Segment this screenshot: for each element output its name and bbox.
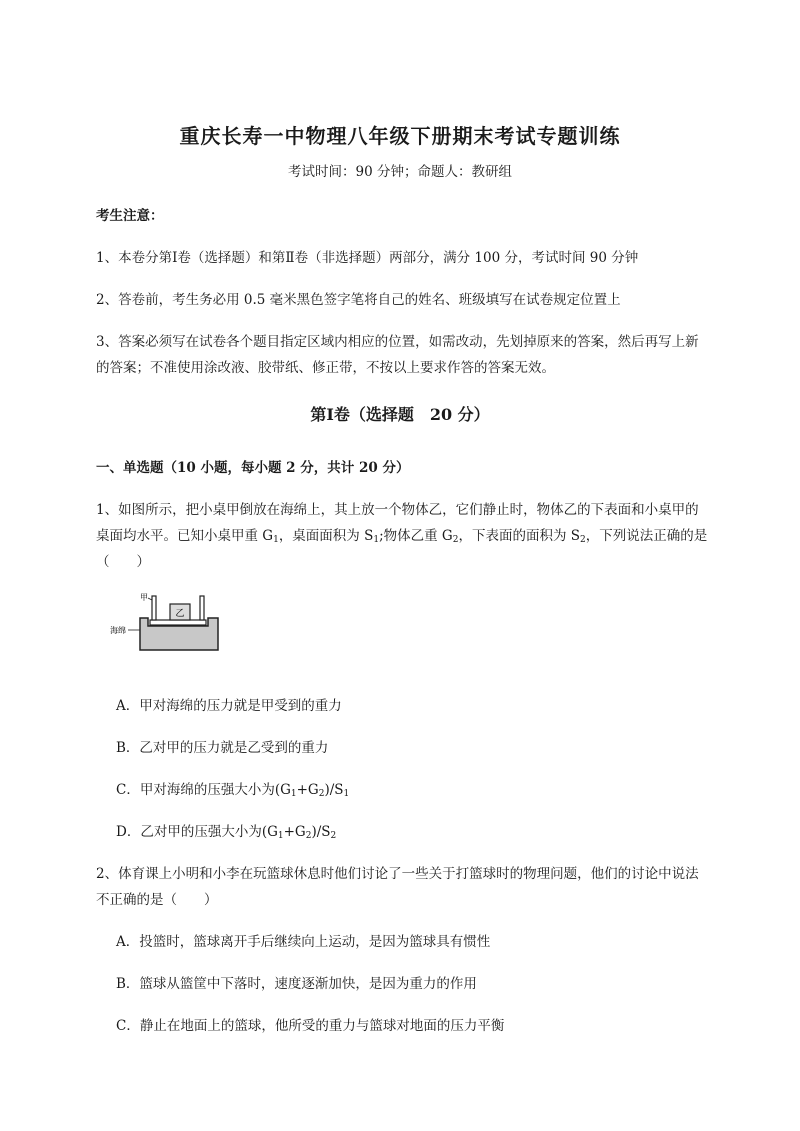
q2-option-c: C．静止在地面上的篮球，他所受的重力与篮球对地面的压力平衡 (116, 1018, 505, 1034)
label-yi: 乙 (175, 609, 185, 619)
table-leg-left (152, 596, 156, 620)
q1-option-a: A．甲对海绵的压力就是甲受到的重力 (116, 698, 342, 714)
notice-item-1: 1、本卷分第Ⅰ卷（选择题）和第Ⅱ卷（非选择题）两部分，满分 100 分，考试时间 90 分钟 (96, 250, 639, 266)
q1-line2: 桌面均水平。已知小桌甲重 $G_1$，桌面面积为 $S_1$;物体乙重 $G_2$，下表面的面积为 $S_2$，下列说法正确的是 (96, 528, 708, 545)
q1-figure (110, 592, 230, 658)
table-sponge-diagram (110, 592, 230, 654)
notice-item-2: 2、答卷前，考生务必用 0.5 毫米黑色签字笔将自己的姓名、班级填写在试卷规定位置上 (96, 292, 621, 308)
notice-heading: 考生注意： (96, 208, 164, 224)
q1-line3: （ ） (96, 554, 150, 570)
q1-option-b: B．乙对甲的压力就是乙受到的重力 (116, 740, 329, 756)
q1-option-d: D．乙对甲的压强大小为$(G_1+G_2)/S_2$ (116, 824, 337, 841)
page-title: 重庆长寿一中物理八年级下册期末考试专题训练 (179, 124, 621, 148)
table-top (150, 620, 206, 625)
label-sponge: 海绵 (110, 626, 126, 635)
notice-item-3-cont: 的答案；不准使用涂改液、胶带纸、修正带，不按以上要求作答的答案无效。 (96, 360, 555, 376)
q2-option-a: A．投篮时，篮球离开手后继续向上运动，是因为篮球具有惯性 (116, 934, 491, 950)
label-jia: 甲 (140, 593, 148, 602)
q2-line1: 2、体育课上小明和小李在玩篮球休息时他们讨论了一些关于打篮球时的物理问题，他们的讨论中说法 (96, 866, 699, 882)
q2-line2: 不正确的是（ ） (96, 892, 218, 908)
pointer-jia (148, 598, 152, 600)
q1-option-c: C．甲对海绵的压强大小为$(G_1+G_2)/S_1$ (116, 782, 350, 799)
table-leg-right (200, 596, 204, 620)
q1-line1: 1、如图所示，把小桌甲倒放在海绵上，其上放一个物体乙，它们静止时，物体乙的下表面和小桌甲的 (96, 502, 699, 518)
exam-info: 考试时间：90 分钟；命题人：教研组 (288, 164, 512, 180)
notice-item-3: 3、答案必须写在试卷各个题目指定区域内相应的位置，如需改动，先划掉原来的答案，然后再写上新 (96, 334, 699, 350)
part-title: 一、单选题（10 小题，每小题 2 分，共计 20 分） (96, 460, 410, 476)
q2-option-b: B．篮球从篮筐中下落时，速度逐渐加快，是因为重力的作用 (116, 976, 477, 992)
section-title: 第Ⅰ卷（选择题 20 分） (310, 405, 490, 424)
